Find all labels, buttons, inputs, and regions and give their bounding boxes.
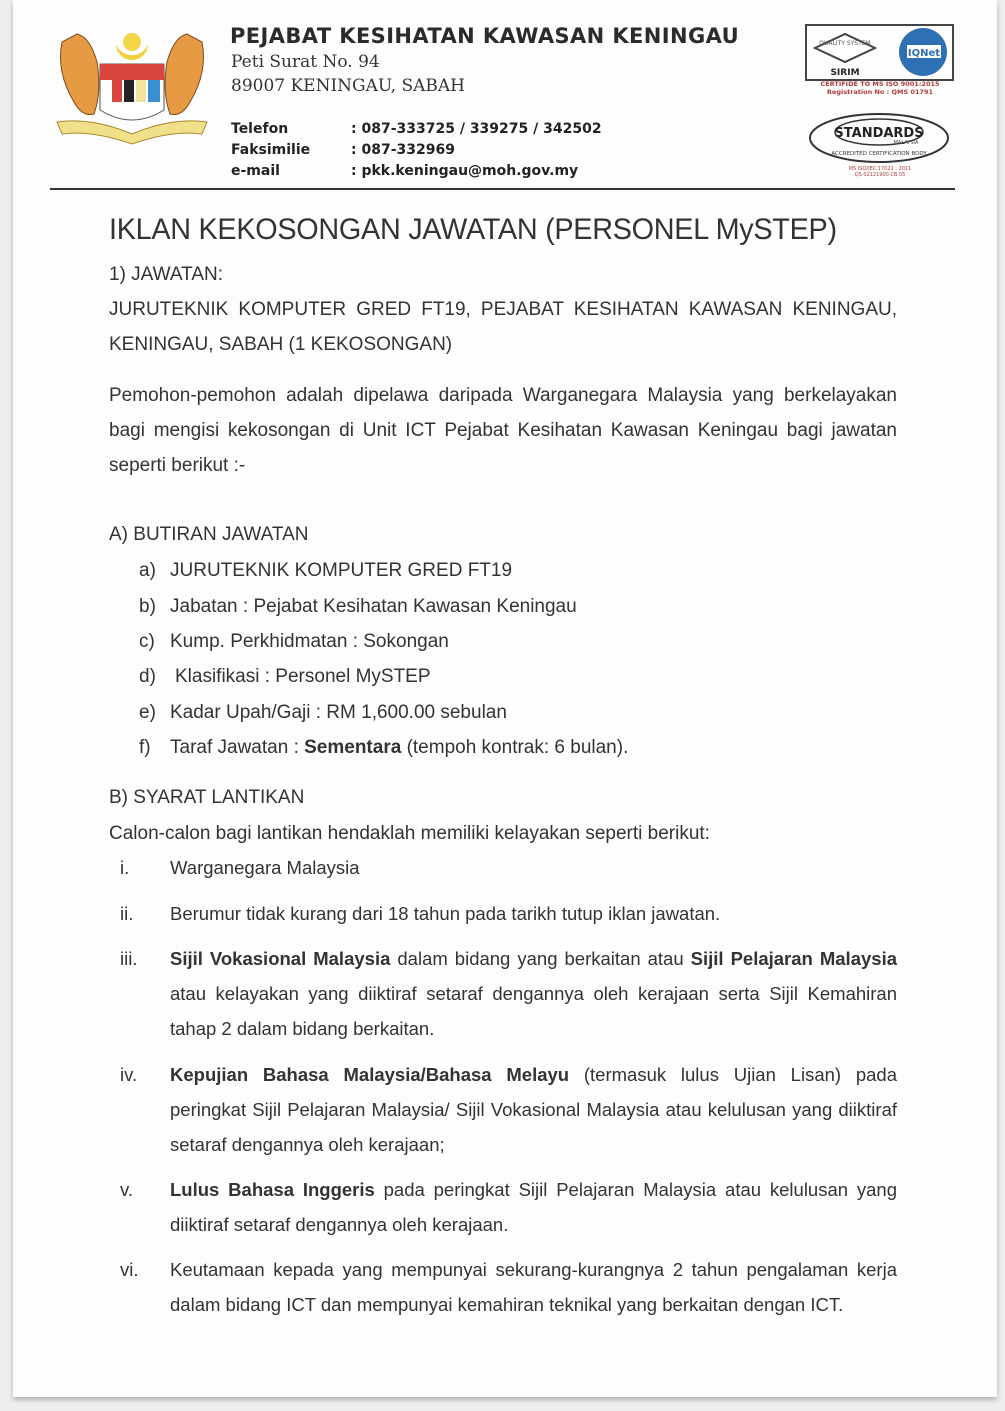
contact-value: : pkk.keningau@moh.gov.my	[351, 163, 579, 179]
contact-fax	[231, 142, 602, 163]
item-number: vi.	[120, 1259, 139, 1280]
contact-email	[231, 163, 602, 184]
item-label: a)	[139, 560, 156, 581]
item-text: Warganegara Malaysia	[170, 857, 360, 878]
item-text: Berumur tidak kurang dari 18 tahun pada tarikh tutup iklan jawatan.	[170, 903, 721, 924]
contact-label: Faksimilie	[231, 142, 311, 158]
item-text: Keutamaan kepada yang mempunyai sekurang-kurangnya 2 tahun pengalaman kerja dalam bidang ICT dan mempunyai kemahiran teknikal yang berkaitan dengan ICT.	[170, 1259, 897, 1315]
sirim-certification-logo	[805, 24, 954, 81]
item-text-post: (tempoh kontrak: 6 bulan).	[401, 737, 629, 758]
contact-label: Telefon	[231, 121, 289, 137]
standards-malaysia-logo-icon	[808, 112, 950, 164]
document-title: IKLAN KEKOSONGAN JAWATAN (PERSONEL MySTEP)	[109, 213, 837, 246]
requirement-item	[109, 1057, 897, 1162]
contact-phone	[231, 121, 602, 142]
butiran-item	[139, 560, 512, 582]
standards-sub-line-2: QS 02121900 CB 05	[854, 172, 906, 178]
item-text: Kadar Upah/Gaji : RM 1,600.00 sebulan	[170, 702, 507, 723]
contact-value: : 087-332969	[351, 142, 455, 158]
requirement-item	[109, 896, 897, 931]
sirim-brand: SIRIM	[830, 68, 860, 78]
item-text	[170, 1172, 897, 1242]
item-label: d)	[139, 666, 156, 687]
sirim-badge-top: QUALITY SYSTEM	[819, 40, 871, 47]
contact-value: : 087-333725 / 339275 / 342502	[351, 121, 602, 137]
item-text	[170, 1057, 897, 1162]
item-text	[170, 941, 897, 1046]
text-segment: atau kelayakan yang diiktiraf setaraf dengannya oleh kerajaan serta Sijil Kemahiran tahap 2 dalam bidang berkaitan.	[170, 983, 897, 1039]
item-number: v.	[120, 1179, 134, 1200]
butiran-item	[139, 702, 507, 724]
requirement-item	[109, 1172, 897, 1242]
item-label: b)	[139, 596, 156, 617]
item-text: Klasifikasi : Personel MySTEP	[175, 666, 431, 687]
butiran-item	[139, 631, 449, 653]
item-number: iii.	[120, 948, 138, 969]
item-text-pre: Taraf Jawatan :	[170, 737, 305, 758]
item-label: c)	[139, 631, 155, 652]
jawatan-heading: 1) JAWATAN:	[109, 264, 223, 285]
bold-text: Lulus Bahasa Inggeris	[170, 1179, 375, 1200]
butiran-item	[139, 666, 431, 688]
address-line-2: 89007 KENINGAU, SABAH	[231, 76, 466, 96]
requirement-item	[109, 850, 897, 885]
item-text-bold: Sementara	[304, 737, 402, 758]
item-number: ii.	[120, 903, 134, 924]
butiran-heading: A) BUTIRAN JAWATAN	[109, 524, 309, 545]
item-text: Kump. Perkhidmatan : Sokongan	[170, 631, 449, 652]
letterhead-divider	[50, 188, 955, 190]
text-segment: dalam bidang yang berkaitan atau	[390, 948, 691, 969]
intro-paragraph: Pemohon-pemohon adalah dipelawa daripada Warganegara Malaysia yang berkelayakan bagi mengisi kekosongan di Unit ICT Pejabat Kesihatan Kawasan Keningau bagi jawatan seperti berikut :-	[109, 385, 897, 476]
standards-arc-text: ACCREDITED CERTIFICATION BODY	[831, 151, 927, 157]
malaysia-coat-of-arms-icon	[52, 22, 212, 147]
bold-text: Sijil Vokasional Malaysia	[170, 948, 391, 969]
iso-cert-line: CERTIFIDE TO MS ISO 9001:2015	[820, 80, 940, 88]
item-text: Jabatan : Pejabat Kesihatan Kawasan Keningau	[170, 596, 577, 617]
requirement-item	[109, 1252, 897, 1322]
iqnet-label: IQNet	[907, 48, 941, 59]
bold-text: Kepujian Bahasa Malaysia/Bahasa Melayu	[170, 1064, 570, 1085]
standards-brand: STANDARDS	[834, 126, 924, 141]
standards-sub-line-1: MS ISO/IEC 17021 : 2011	[848, 166, 912, 172]
registration-line: Registration No : QMS 01791	[826, 88, 934, 96]
butiran-item	[139, 737, 628, 759]
syarat-heading: B) SYARAT LANTIKAN	[109, 787, 305, 808]
standards-country: MALAYSIA	[893, 140, 919, 146]
contact-label: e-mail	[231, 163, 280, 179]
sirim-iqnet-icon	[807, 26, 952, 79]
item-number: i.	[120, 857, 130, 878]
organization-name: PEJABAT KESIHATAN KAWASAN KENINGAU	[230, 24, 740, 48]
requirement-item	[109, 941, 897, 1046]
item-label: f)	[139, 737, 151, 758]
item-text: JURUTEKNIK KOMPUTER GRED FT19	[170, 560, 513, 581]
address-line-1: Peti Surat No. 94	[231, 52, 380, 72]
text-segment: pada peringkat Sijil Pelajaran Malaysia atau kelulusan yang diiktiraf setaraf dengannya oleh kerajaan.	[170, 1179, 898, 1235]
bold-text: Sijil Pelajaran Malaysia	[690, 948, 897, 969]
butiran-item	[139, 596, 577, 618]
syarat-intro: Calon-calon bagi lantikan hendaklah memiliki kelayakan seperti berikut:	[109, 823, 710, 844]
position-title: JURUTEKNIK KOMPUTER GRED FT19, PEJABAT KESIHATAN KAWASAN KENINGAU, KENINGAU, SABAH (1 KEKOSONGAN)	[109, 299, 897, 355]
item-label: e)	[139, 702, 156, 723]
item-number: iv.	[120, 1064, 138, 1085]
contact-block	[231, 121, 602, 184]
text-segment: (termasuk lulus Ujian Lisan) pada peringkat Sijil Pelajaran Malaysia/ Sijil Vokasional Malaysia atau kelulusan yang diiktiraf setaraf dengannya oleh kerajaan;	[170, 1064, 897, 1155]
